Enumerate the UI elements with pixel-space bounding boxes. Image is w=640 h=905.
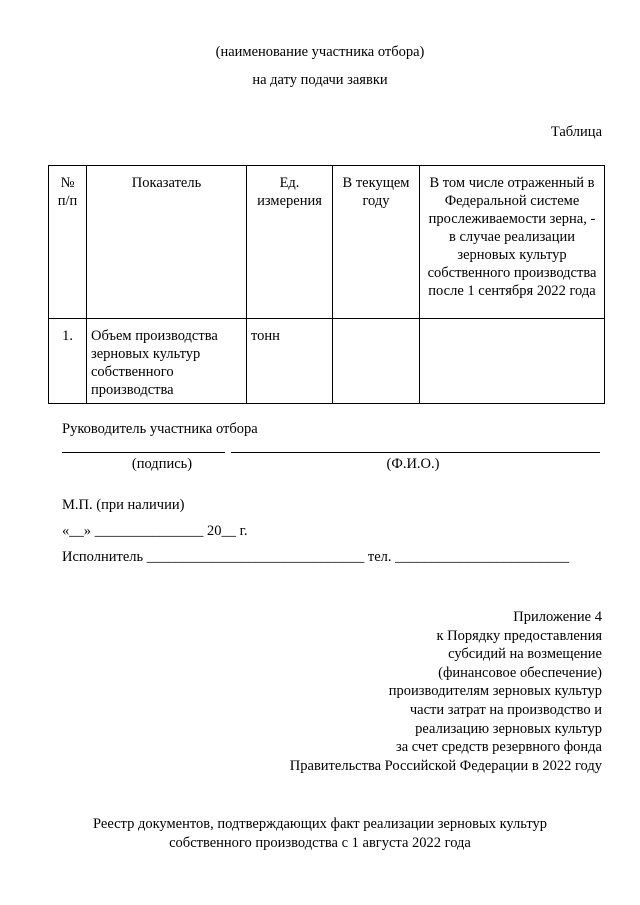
date-caption: на дату подачи заявки	[252, 72, 388, 88]
appendix-line: к Порядку предоставления	[436, 627, 602, 644]
table-label: Таблица	[550, 124, 602, 140]
stamp-label: М.П. (при наличии)	[62, 497, 185, 513]
appendix-line: части затрат на производство и	[409, 701, 602, 718]
appendix-block	[290, 608, 602, 775]
register-title-line-2: собственного производства с 1 августа 2022 года	[169, 834, 471, 851]
signature-caption: (подпись)	[131, 456, 193, 472]
cell-unit: тонн	[247, 319, 333, 404]
col-header-indicator: Показатель	[87, 166, 247, 319]
date-fill-line: «__» _______________ 20__ г.	[62, 523, 248, 539]
appendix-line: субсидий на возмещение	[448, 646, 602, 663]
col-header-fgis: В том числе отраженный в Федеральной системе прослеживаемости зерна, - в случае реализации зерновых культур собственного производства после 1 сентября 2022 года	[420, 166, 605, 319]
col-header-number: № п/п	[49, 166, 87, 319]
appendix-line: реализацию зерновых культур	[415, 720, 602, 737]
fio-caption: (Ф.И.О.)	[386, 456, 440, 472]
participant-name-caption: (наименование участника отбора)	[215, 44, 425, 60]
appendix-line: за счет средств резервного фонда	[396, 739, 602, 756]
col-header-unit: Ед. измерения	[247, 166, 333, 319]
cell-fgis-value[interactable]	[420, 319, 605, 404]
register-title-line-1: Реестр документов, подтверждающих факт реализации зерновых культур	[93, 816, 547, 832]
cell-indicator: Объем производства зерновых культур собственного производства	[87, 319, 247, 404]
appendix-line: Правительства Российской Федерации в 2022 году	[289, 757, 602, 774]
appendix-line: (финансовое обеспечение)	[438, 664, 602, 681]
register-title	[0, 815, 640, 852]
indicator-table	[48, 165, 605, 404]
executor-line: Исполнитель ______________________________ тел. ________________________	[62, 549, 570, 565]
cell-number: 1.	[49, 319, 87, 404]
fio-line[interactable]	[231, 452, 600, 453]
appendix-line: производителям зерновых культур	[388, 683, 602, 700]
appendix-line: Приложение 4	[513, 609, 602, 625]
col-header-current-year: В текущем году	[333, 166, 420, 319]
head-label: Руководитель участника отбора	[62, 421, 258, 437]
table-row	[49, 319, 605, 404]
table-header-row	[49, 166, 605, 319]
cell-current-year[interactable]	[333, 319, 420, 404]
signature-line[interactable]	[62, 452, 225, 453]
